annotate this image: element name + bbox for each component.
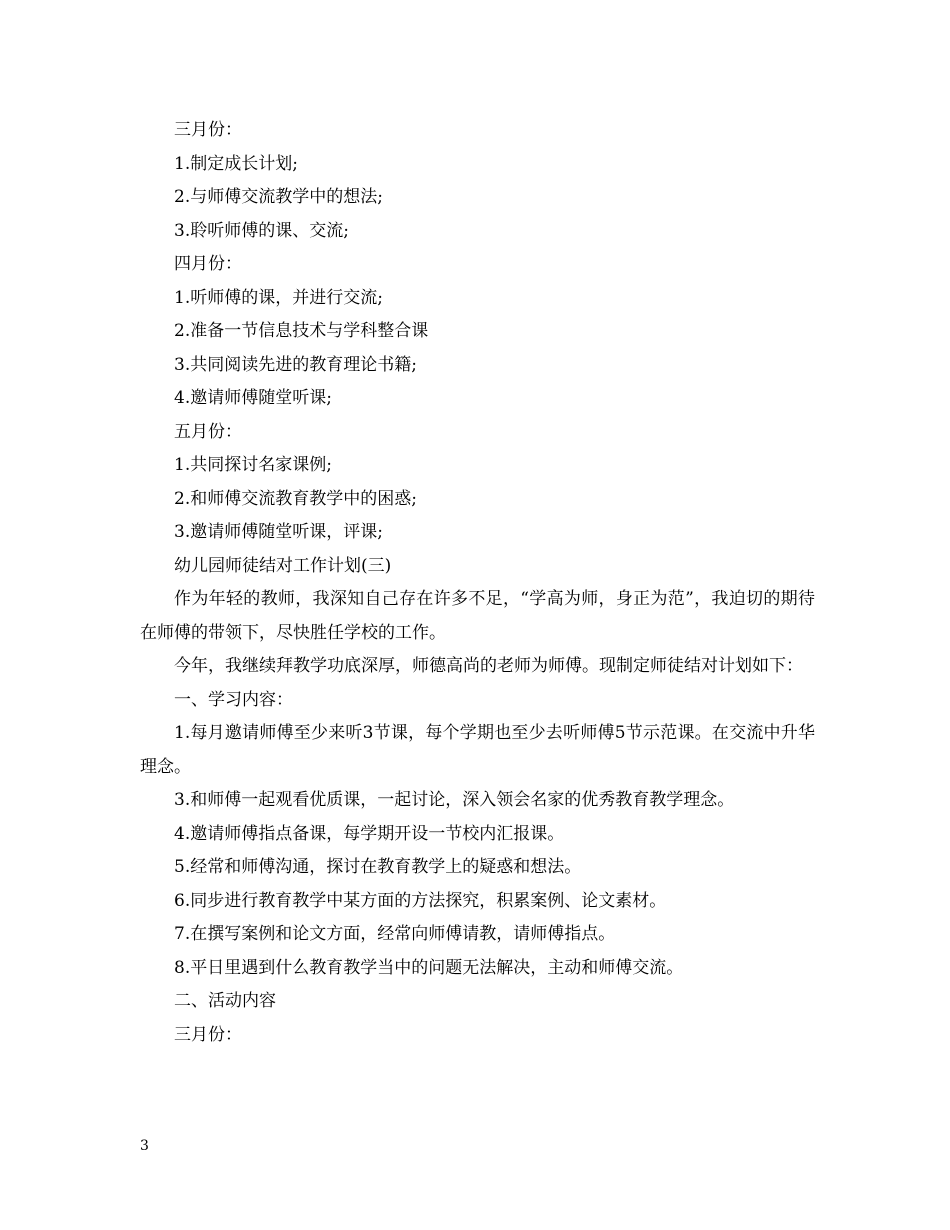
text-line: 1.共同探讨名家课例; [174,455,332,475]
page-number: 3 [140,1138,149,1154]
paragraph: 1.每月邀请师傅至少来听3节课，每个学期也至少去听师傅5节示范课。在交流中升华理念。 [140,723,815,777]
section-heading: 二、活动内容 [174,991,276,1011]
text-line: 1.制定成长计划; [174,153,298,174]
text-line: 8.平日里遇到什么教育教学当中的问题无法解决，主动和师傅交流。 [174,957,684,978]
text-line: 6.同步进行教育教学中某方面的方法探究，积累案例、论文素材。 [174,890,667,911]
text-line: 5.经常和师傅沟通，探讨在教育教学上的疑惑和想法。 [174,857,582,877]
text-line: 2.准备一节信息技术与学科整合课 [174,321,429,341]
text-line: 2.与师傅交流教学中的想法; [174,187,383,207]
text-line: 三月份： [174,120,242,140]
text-line: 2.和师傅交流教育教学中的困惑; [174,488,417,509]
text-line: 四月份： [174,254,242,274]
section-title: 幼儿园师徒结对工作计划(三) [174,555,392,576]
text-line: 3.聆听师傅的课、交流; [174,220,349,241]
text-line: 4.邀请师傅指点备课，每学期开设一节校内汇报课。 [174,823,565,844]
text-line: 4.邀请师傅随堂听课; [174,388,332,408]
text-line: 3.邀请师傅随堂听课，评课; [174,522,383,542]
text-line: 1.听师傅的课，并进行交流; [174,287,383,308]
text-line: 7.在撰写案例和论文方面，经常向师傅请教，请师傅指点。 [174,924,616,944]
paragraph: 作为年轻的教师，我深知自己存在许多不足，“学高为师，身正为范”，我迫切的期待在师傅的带领下，尽快胜任学校的工作。 [140,589,815,643]
text-line: 三月份： [174,1024,242,1045]
text-line: 3.和师傅一起观看优质课，一起讨论，深入领会名家的优秀教育教学理念。 [174,790,735,810]
paragraph: 今年，我继续拜教学功底深厚，师德高尚的老师为师傅。现制定师徒结对计划如下： [174,656,803,676]
document-body [140,114,815,1052]
text-line: 3.共同阅读先进的教育理论书籍; [174,354,417,375]
section-heading: 一、学习内容： [174,689,293,710]
text-line: 五月份： [174,421,242,442]
